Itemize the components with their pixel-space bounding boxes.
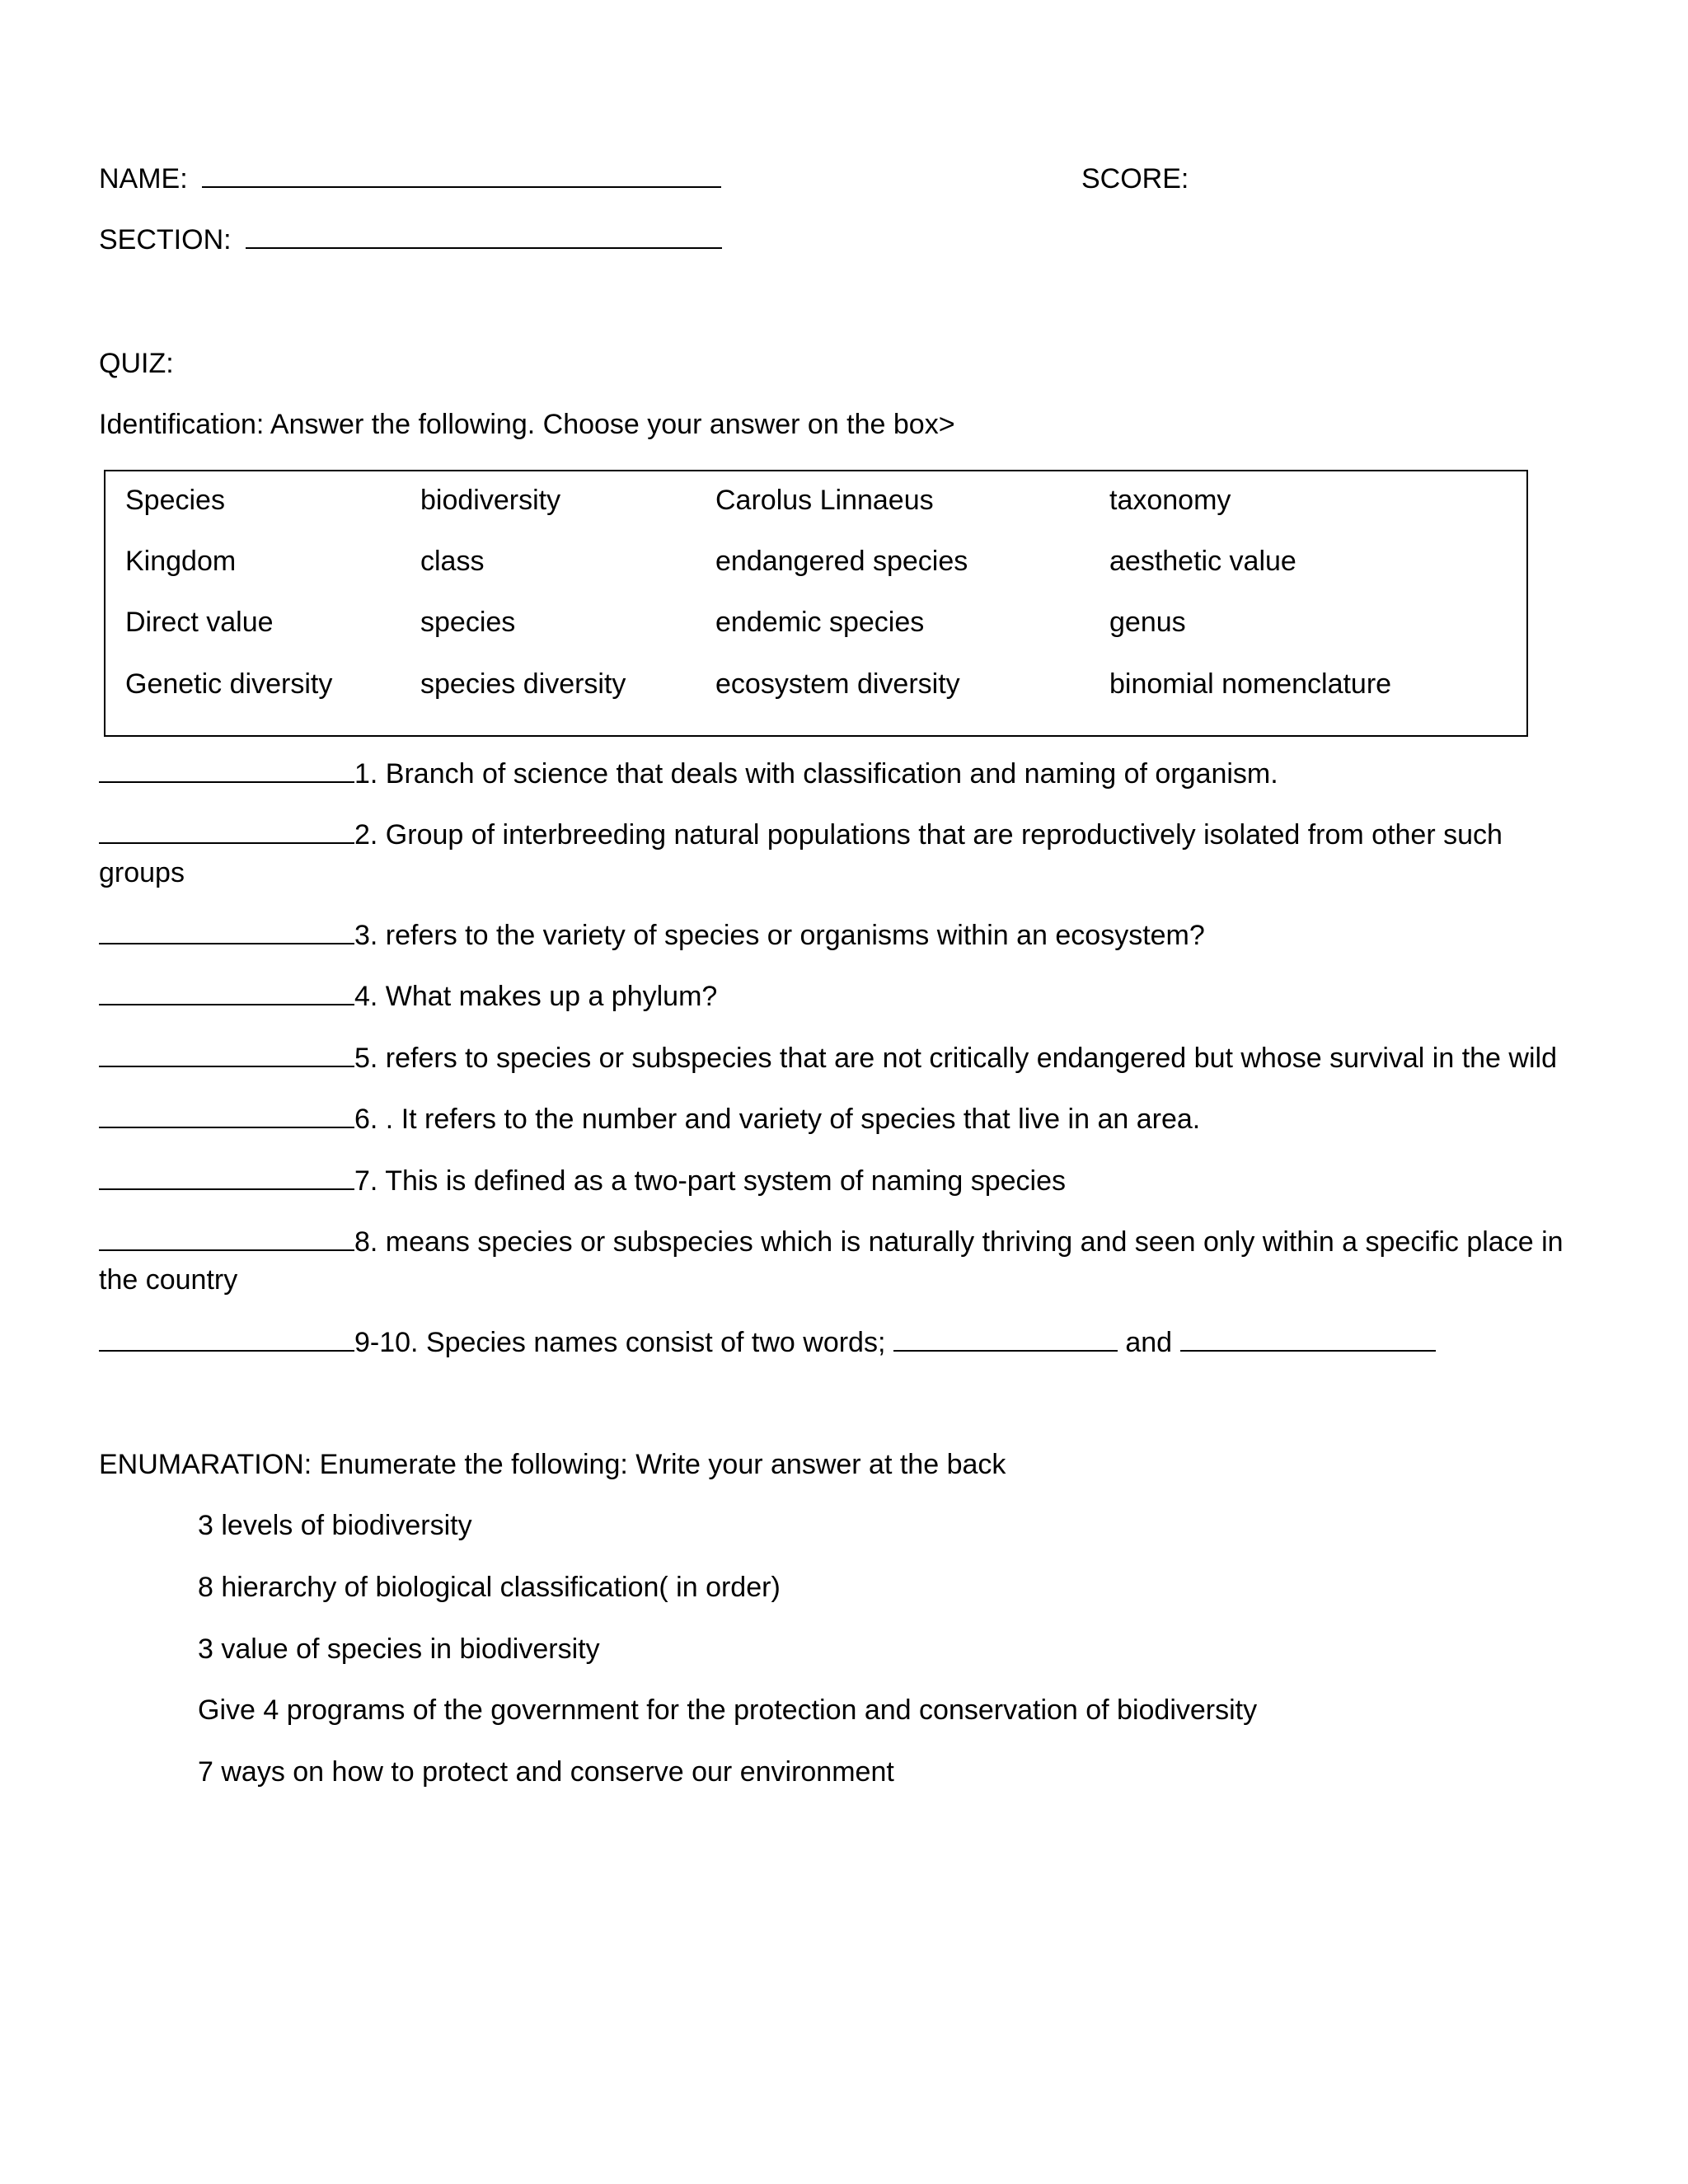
question-7 [99, 1165, 1066, 1195]
word-box-cell: genus [1109, 607, 1186, 638]
word-box-cell: Species [125, 485, 225, 516]
question-2 [99, 819, 1503, 849]
question-8-continuation: the country [99, 1264, 238, 1296]
question-4 [99, 981, 717, 1010]
question-2-continuation: groups [99, 857, 185, 888]
question-text: 8. means species or subspecies which is naturally thriving and seen only within a specific place in [354, 1226, 1564, 1258]
question-6 [99, 1104, 1200, 1133]
question-9-10 [99, 1327, 1436, 1357]
answer-blank[interactable] [99, 819, 354, 844]
question-text: 3. refers to the variety of species or organisms within an ecosystem? [354, 920, 1205, 951]
word-box-cell: ecosystem diversity [715, 668, 960, 700]
word-box-cell: aesthetic value [1109, 546, 1296, 577]
word-box-cell: binomial nomenclature [1109, 668, 1392, 700]
section-row [99, 226, 722, 254]
question-text: 9-10. Species names consist of two words; [354, 1327, 886, 1358]
word-box-cell: Direct value [125, 607, 274, 638]
and-label: and [1125, 1327, 1173, 1358]
word-box-cell: taxonomy [1109, 485, 1231, 516]
word-box-cell: class [420, 546, 485, 577]
word-box-cell: Carolus Linnaeus [715, 485, 934, 516]
word-box-cell: Genetic diversity [125, 668, 333, 700]
question-5 [99, 1043, 1557, 1072]
question-1 [99, 758, 1278, 788]
word-box-cell: Kingdom [125, 546, 237, 577]
word-box-cell: endemic species [715, 607, 925, 638]
section-field[interactable] [246, 246, 722, 249]
question-text: 1. Branch of science that deals with classification and naming of organism. [354, 758, 1278, 790]
answer-blank[interactable] [99, 1104, 354, 1128]
name-field[interactable] [202, 185, 721, 188]
question-text: 4. What makes up a phylum? [354, 981, 718, 1012]
enumeration-item: Give 4 programs of the government for the protection and conservation of biodiversity [198, 1694, 1258, 1726]
quiz-title: QUIZ: [99, 348, 174, 379]
question-8 [99, 1226, 1564, 1256]
answer-blank[interactable] [99, 920, 354, 944]
question-text: 5. refers to species or subspecies that are not critically endangered but whose survival in the wild [354, 1043, 1557, 1074]
answer-blank[interactable] [99, 1165, 354, 1190]
enumeration-item: 3 levels of biodiversity [198, 1510, 472, 1541]
word-box [104, 470, 1528, 737]
word-box-cell: species [420, 607, 516, 638]
question-text: 7. This is defined as a two-part system of naming species [354, 1165, 1066, 1197]
answer-blank-second-word[interactable] [1180, 1327, 1436, 1352]
score-label: SCORE: [1081, 163, 1189, 194]
identification-instructions: Identification: Answer the following. Choose your answer on the box> [99, 409, 955, 440]
enumeration-item: 3 value of species in biodiversity [198, 1633, 600, 1665]
name-row [99, 165, 721, 193]
question-text: 2. Group of interbreeding natural populations that are reproductively isolated from other such [354, 819, 1503, 851]
enumeration-item: 7 ways on how to protect and conserve our environment [198, 1756, 894, 1788]
answer-blank[interactable] [99, 758, 354, 783]
question-3 [99, 920, 1205, 949]
word-box-cell: biodiversity [420, 485, 561, 516]
answer-blank[interactable] [99, 1226, 354, 1251]
word-box-cell: species diversity [420, 668, 626, 700]
section-label: SECTION: [99, 224, 232, 255]
name-label: NAME: [99, 163, 188, 194]
enumeration-item: 8 hierarchy of biological classification( in order) [198, 1572, 781, 1603]
word-box-cell: endangered species [715, 546, 968, 577]
answer-blank-first-word[interactable] [893, 1327, 1118, 1352]
enumeration-instructions: ENUMARATION: Enumerate the following: Write your answer at the back [99, 1449, 1006, 1480]
question-text: 6. . It refers to the number and variety of species that live in an area. [354, 1104, 1201, 1135]
answer-blank[interactable] [99, 981, 354, 1005]
answer-blank[interactable] [99, 1043, 354, 1067]
answer-blank[interactable] [99, 1327, 354, 1352]
